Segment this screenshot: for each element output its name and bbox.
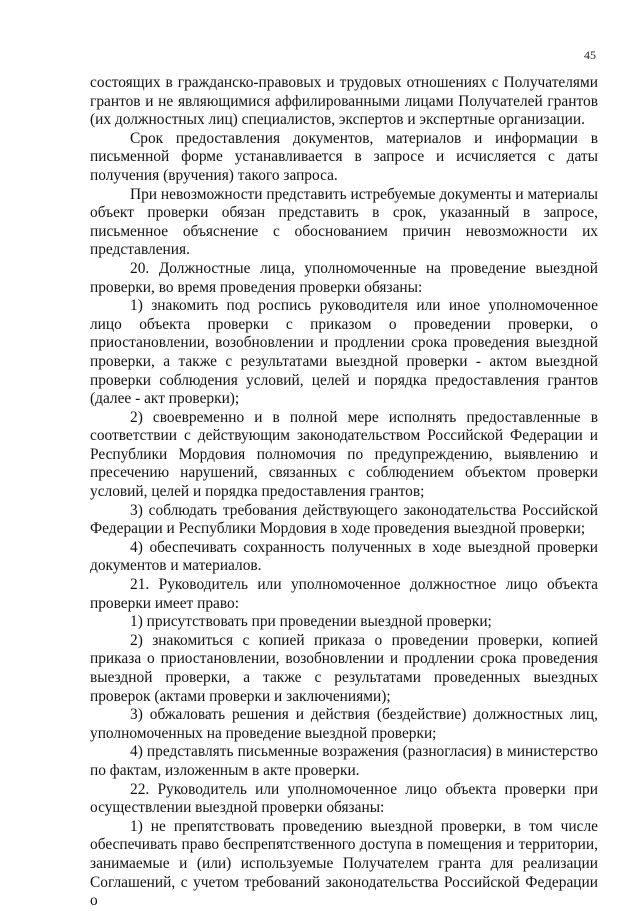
clause-21-item-3: 3) обжаловать решения и действия (бездействие) должностных лиц, уполномоченных на проведение выездной проверки; [90, 706, 598, 742]
page-number: 45 [584, 48, 596, 62]
clause-21-item-4: 4) представлять письменные возражения (разногласия) в министерство по фактам, изложенным в акте проверки. [90, 743, 598, 779]
clause-20-item-3: 3) соблюдать требования действующего законодательства Российской Федерации и Республики Мордовия в ходе проведения выездной проверки; [90, 501, 598, 538]
clause-22-item-1: 1) не препятствовать проведению выездной проверки, в том числе обеспечивать право беспрепятственного доступа в помещения и территории, занимаемые и (или) используемые Получателем гранта для реализации Соглашений, с учетом требований законодательства Российской Федерации о [90, 817, 598, 910]
paragraph-continuation: состоящих в гражданско-правовых и трудовых отношениях с Получателями грантов и не являющимися аффилированными лицами Получателей грантов (их должностных лиц) специалистов, экспертов и экспертные организации. [90, 74, 598, 129]
document-body [90, 74, 598, 911]
clause-20-heading: 20. Должностные лица, уполномоченные на проведение выездной проверки, во время проведения проверки обязаны: [90, 259, 598, 296]
clause-22-heading: 22. Руководитель или уполномоченное лицо объекта проверки при осуществлении выездной проверки обязаны: [90, 780, 598, 817]
clause-20-item-1: 1) знакомить под роспись руководителя или иное уполномоченное лицо объекта проверки с приказом о проведении проверки, о приостановлении, возобновлении и продлении срока проведения выездной проверки, а также с результатами выездной проверки - актом выездной проверки соблюдения условий, целей и порядка предоставления грантов (далее - акт проверки); [90, 297, 598, 408]
clause-20-item-4: 4) обеспечивать сохранность полученных в ходе выездной проверки документов и материалов. [90, 538, 598, 575]
clause-20-item-2: 2) своевременно и в полной мере исполнять предоставленные в соответствии с действующим законодательством Российской Федерации и Республики Мордовия полномочия по предупреждению, выявлению и пресечению нарушений, связанных с соблюдением объектом проверки условий, целей и порядка предоставления грантов; [90, 408, 598, 501]
paragraph-explanation: При невозможности представить истребуемые документы и материалы объект проверки обязан представить в срок, указанный в запросе, письменное объяснение с обоснованием причин невозможности их представления. [90, 185, 598, 259]
clause-21-item-1: 1) присутствовать при проведении выездной проверки; [130, 613, 492, 631]
paragraph-deadline: Срок предоставления документов, материалов и информации в письменной форме устанавливается в запросе и исчисляется с даты получения (вручения) такого запроса. [90, 129, 598, 184]
clause-21-heading: 21. Руководитель или уполномоченное должностное лицо объекта проверки имеет право: [90, 576, 598, 612]
clause-21-item-2: 2) знакомиться с копией приказа о проведении проверки, копией приказа о приостановлении, возобновлении и продлении срока проведения выездной проверки, а также с результатами проведенных выездных проверок (актами проверки и заключениями); [90, 631, 598, 705]
